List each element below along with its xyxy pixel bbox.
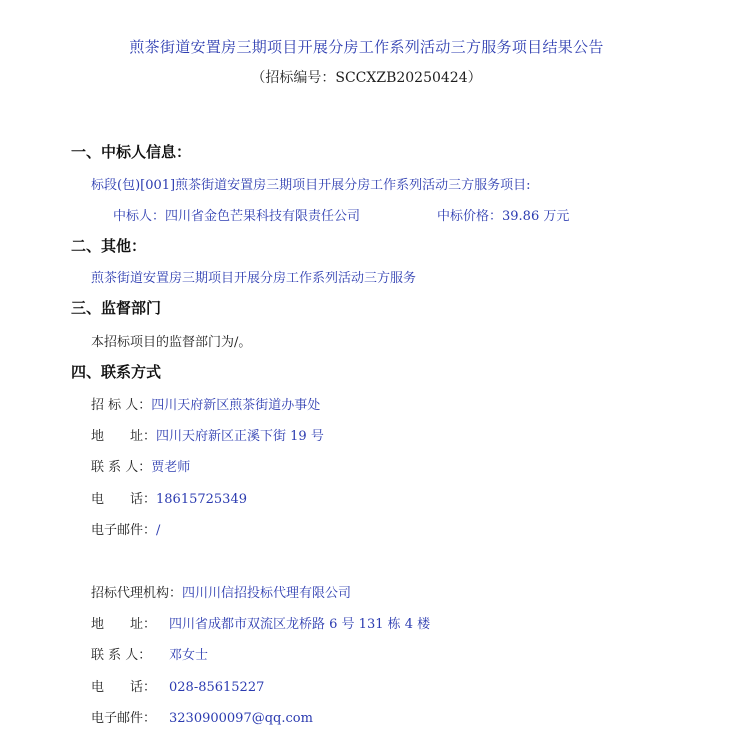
agency-phone-row bbox=[91, 676, 264, 695]
contact-label: 电子邮件： bbox=[91, 523, 157, 538]
section-heading-contact: 四、联系方式 bbox=[71, 363, 162, 381]
section-heading-other: 二、其他： bbox=[71, 237, 147, 255]
contact-value: / bbox=[156, 523, 161, 538]
lot-description: 标段(包)[001]煎茶街道安置房三期项目开展分房工作系列活动三方服务项目: bbox=[91, 178, 531, 193]
other-text: 煎茶街道安置房三期项目开展分房工作系列活动三方服务 bbox=[91, 271, 417, 286]
agency-address-row bbox=[91, 613, 430, 632]
agency-contact-person-row bbox=[91, 644, 208, 663]
contact-label: 联 系 人： bbox=[91, 460, 152, 475]
contact-value: 四川川信招投标代理有限公司 bbox=[182, 586, 352, 601]
tenderer-phone-row bbox=[91, 488, 247, 507]
agency-name-row bbox=[91, 582, 351, 601]
contact-value: 四川天府新区正溪下街 19 号 bbox=[156, 429, 324, 444]
contact-value: 18615725349 bbox=[156, 492, 247, 507]
contact-value: 邓女士 bbox=[169, 648, 209, 663]
tenderer-email-row bbox=[91, 519, 160, 538]
section-heading-winner-info: 一、中标人信息： bbox=[71, 143, 192, 161]
contact-value: 四川省成都市双流区龙桥路 6 号 131 栋 4 楼 bbox=[169, 617, 431, 632]
bid-number: （招标编号：SCCXZB20250424） bbox=[251, 70, 482, 86]
contact-label: 电 话： bbox=[91, 680, 157, 695]
supervision-text: 本招标项目的监督部门为/。 bbox=[91, 335, 252, 350]
winner-name: 中标人：四川省金色芒果科技有限责任公司 bbox=[113, 209, 361, 224]
tenderer-address-row bbox=[91, 425, 324, 444]
section-heading-supervision: 三、监督部门 bbox=[71, 299, 162, 317]
tenderer-name-row bbox=[91, 394, 320, 413]
agency-email-row bbox=[91, 707, 313, 726]
tenderer-contact-person-row bbox=[91, 456, 190, 475]
contact-value: 3230900097@qq.com bbox=[169, 711, 313, 726]
contact-label: 电子邮件： bbox=[91, 711, 157, 726]
contact-label: 联 系 人： bbox=[91, 648, 152, 663]
document-title: 煎茶街道安置房三期项目开展分房工作系列活动三方服务项目结果公告 bbox=[129, 38, 604, 56]
contact-label: 招 标 人： bbox=[91, 398, 152, 413]
contact-value: 028-85615227 bbox=[169, 680, 265, 695]
contact-label: 电 话： bbox=[91, 492, 157, 507]
contact-label: 招标代理机构： bbox=[91, 586, 183, 601]
winning-price: 中标价格：39.86 万元 bbox=[437, 209, 570, 224]
contact-value: 贾老师 bbox=[151, 460, 191, 475]
contact-value: 四川天府新区煎茶街道办事处 bbox=[151, 398, 321, 413]
contact-label: 地 址： bbox=[91, 429, 157, 444]
contact-label: 地 址： bbox=[91, 617, 157, 632]
